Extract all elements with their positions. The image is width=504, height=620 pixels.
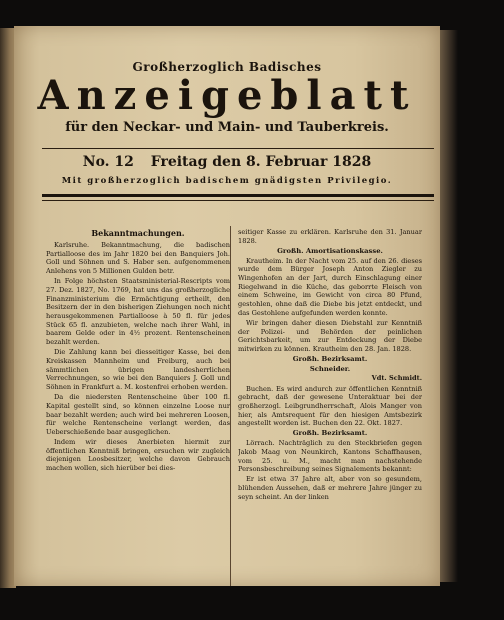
- paragraph: Krautheim. In der Nacht vom 25. auf den 26. dieses wurde dem Bürger Joseph Anton Ziegler zu Wingenhofen an der Jart, durch Einschlagung einer Riegelwand in die Küche, das geborrte Fleisch von einem Schweine, im Gewicht von circa 80 Pfund, gestohlen, ohne daß die Diebe bis jetzt entdeckt, und das Gestohlene aufgefunden werden konnte.: [238, 256, 422, 317]
- paragraph: Er ist etwa 37 Jahre alt, aber von so gesundem, blühenden Aussehen, daß er mehrere Jahre jünger zu seyn scheint. An der linken: [238, 475, 422, 501]
- newspaper-page: [14, 26, 440, 586]
- paragraph: Lörrach. Nachträglich zu den Steckbriefen gegen Jakob Maag von Neunkirch, Kantons Schaffhausen, vom 25. u. M., macht man nachstehende Personsbeschreibung seines Signalements bekannt:: [238, 439, 422, 474]
- paragraph: Die Zahlung kann bei diesseitiger Kasse, bei den Kreiskassen Mannheim und Freiburg, auch bei sämmtlichen übrigen landesherrlichen Verrechnungen, so wie bei den Banquiers J. Goll und Söhnen in Frankfurt a. M. kostenfrei erhoben werden.: [46, 348, 230, 392]
- privilege-line: Mit großherzoglich badischem gnädigsten Privilegio.: [61, 176, 393, 186]
- rule-top: [42, 148, 434, 149]
- column-divider: [230, 226, 231, 586]
- issue-date: Freitag den 8. Februar 1828: [150, 154, 372, 170]
- section-heading: Bekanntmachungen.: [91, 228, 185, 238]
- paragraph: In Folge höchsten Staatsministerial-Rescripts vom 27. Dez. 1827, No. 1769, hat uns das großherzogliche Finanzministerium die Ermächtigung ertheilt, den Besitzern der in den bisherigen Ziehungen noch nicht herausgekommenen Partialloose à 50 fl. für jedes Stück 65 fl. anzubieten, welche nach ihrer Wahl, in baarem Gelde oder in 4½ prozent. Rentenscheinen bezahlt werden.: [46, 277, 230, 347]
- issue-line: [14, 154, 440, 170]
- office-heading: Großh. Amortisationskasse.: [277, 246, 383, 255]
- right-column: [238, 228, 422, 584]
- office-signatory: Schneider.: [309, 364, 351, 373]
- rule-under: [42, 200, 434, 201]
- page-edge-shadow: [440, 30, 458, 582]
- office-heading: Großh. Bezirksamt.: [292, 429, 368, 438]
- left-column: [46, 228, 230, 584]
- masthead-supertitle: Großherzoglich Badisches: [132, 60, 322, 74]
- office-heading: Großh. Bezirksamt.: [292, 355, 368, 364]
- signature-line: Vdt. Schmidt.: [371, 374, 422, 383]
- paragraph-continuation: seitiger Kasse zu erklären. Karlsruhe den 31. Januar 1828.: [238, 228, 422, 245]
- paragraph: Indem wir dieses Anerbieten hiermit zur öffentlichen Kenntniß bringen, ersuchen wir zugleich diejenigen Loosbesitzer, welche davon Gebrauch machen wollen, sich hierüber bei dies-: [46, 438, 230, 473]
- paragraph: Da die niedersten Rentenscheine über 100 fl. Kapital gestellt sind, so können einzelne Loose nur baar bezahlt werden; auch wird bei mehreren Loosen, für welche Rentenscheine verlangt werden, das Ueberschießende baar ausgeglichen.: [46, 393, 230, 436]
- issue-number: No. 12: [82, 154, 134, 170]
- paragraph: Wir bringen daher diesen Diebstahl zur Kenntniß der Polizei- und Behörden der peinlichen Gerichtsbarkeit, um zur Entdeckung der Diebe mitwirken zu können. Krautheim den 28. Jan. 1828.: [238, 318, 422, 353]
- rule-thick: [42, 194, 434, 197]
- masthead-subtitle: für den Neckar- und Main- und Tauberkreis.: [65, 120, 389, 135]
- paragraph: Karlsruhe. Bekanntmachung, die badischen Partialloose des im Jahr 1820 bei den Banquiers Joh. Goll und Söhnen und S. Haber sen. aufgenommenen Anlehens von 5 Millionen Gulden betr.: [46, 241, 230, 276]
- masthead-title: Anzeigeblatt: [37, 72, 417, 119]
- paragraph: Buchen. Es wird andurch zur öffentlichen Kenntniß gebracht, daß der gewesene Unteraktuar bei der großherzogl. Leibgrundherrschaft, Alois Manger von hier, als Amtsrequent für den hiesigen Amtsbezirk angestellt worden ist. Buchen den 22. Okt. 1827.: [238, 384, 422, 428]
